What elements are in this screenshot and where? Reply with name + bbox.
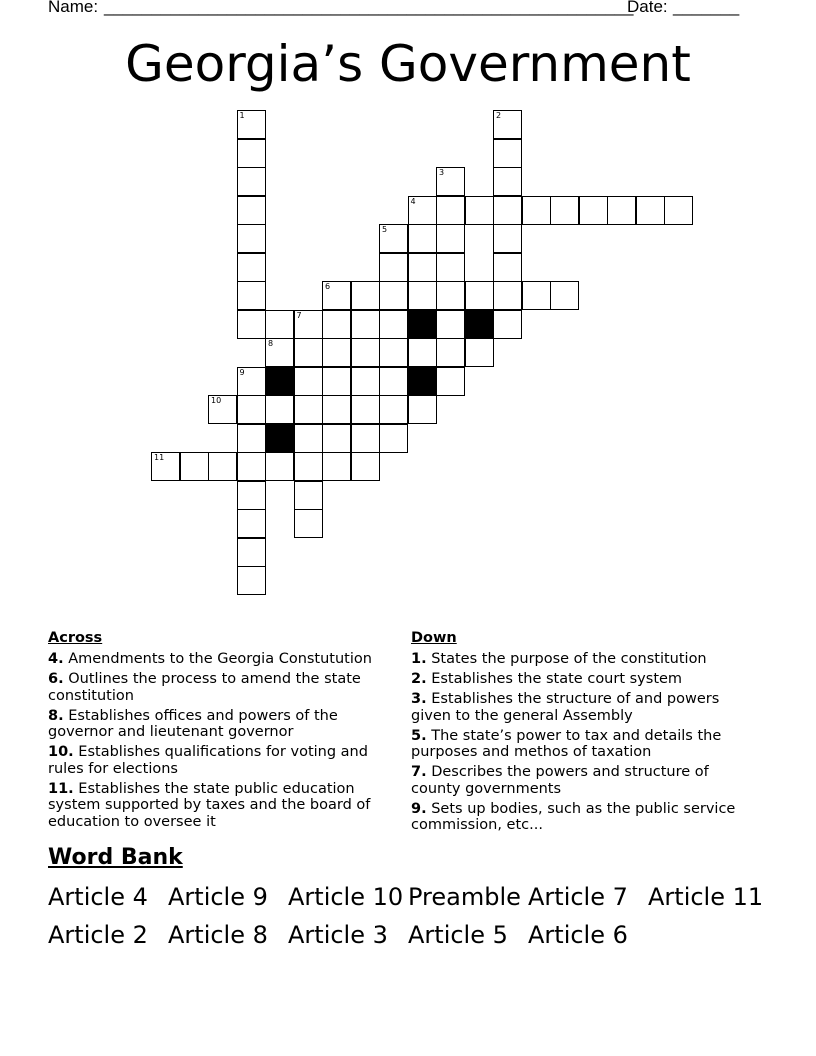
crossword-cell[interactable] [408,253,437,282]
crossword-cell[interactable] [493,224,522,253]
clue-number: 2. [411,671,427,687]
crossword-cell[interactable] [465,338,494,367]
crossword-cell[interactable] [322,367,351,396]
clue-across-11 [48,781,393,831]
clue-text: Amendments to the Georgia Constutution [63,651,372,667]
clue-number-label: 8 [268,339,274,348]
clue-number-label: 9 [239,367,245,377]
crossword-cell[interactable] [493,310,522,339]
date-blank[interactable]: _______ [673,0,740,16]
clue-across-10 [48,744,393,777]
crossword-cell[interactable] [379,338,408,367]
crossword-cell[interactable] [237,367,266,396]
date-label: Date: [627,0,668,16]
down-heading: Down [411,630,457,646]
word-bank-title: Word Bank [48,845,183,870]
clue-number-label: 2 [496,111,502,120]
crossword-block [265,424,294,453]
clue-number-label: 6 [325,282,331,291]
clue-number-label: 1 [239,111,245,120]
crossword-cell[interactable] [436,196,465,225]
crossword-cell[interactable] [294,310,323,339]
clue-text: Establishes the state court system [426,671,683,687]
clue-text: Establishes qualifications for voting and rules for elections [48,744,368,777]
crossword-cell[interactable] [379,367,408,396]
clue-number: 3. [411,691,427,707]
crossword-cell[interactable] [493,196,522,225]
crossword-cell[interactable] [550,281,579,310]
clue-text: Outlines the process to amend the state constitution [48,671,361,704]
crossword-cell[interactable] [237,310,266,339]
crossword-cell[interactable] [465,196,494,225]
crossword-cell[interactable] [493,281,522,310]
word-bank-item: Article 5 [408,921,508,949]
crossword-cell[interactable] [351,452,380,481]
crossword-cell[interactable] [493,253,522,282]
word-bank-item: Article 2 [48,921,148,949]
clue-down-1 [411,651,756,668]
crossword-cell[interactable] [436,281,465,310]
clue-text: Sets up bodies, such as the public service commission, etc... [411,800,736,833]
crossword-cell[interactable] [351,310,380,339]
crossword-cell[interactable] [294,509,323,538]
word-bank-item: Article 10 [288,883,404,911]
crossword-cell[interactable] [265,310,294,339]
crossword-cell[interactable] [465,281,494,310]
crossword-block [408,310,437,339]
clue-across-4 [48,651,393,668]
crossword-cell[interactable] [436,253,465,282]
crossword-cell[interactable] [351,281,380,310]
crossword-block [465,310,494,339]
clue-down-5 [411,728,756,761]
crossword-cell[interactable] [493,139,522,168]
crossword-cell[interactable] [237,253,266,282]
crossword-cell[interactable] [237,196,266,225]
word-bank-item: Article 11 [648,883,764,911]
crossword-cell[interactable] [322,395,351,424]
clue-down-3 [411,691,756,724]
clue-text: Establishes the state public education system supported by taxes and the board of education to oversee it [48,780,371,830]
crossword-cell[interactable] [237,281,266,310]
crossword-cell[interactable] [379,424,408,453]
word-bank-item: Article 4 [48,883,148,911]
crossword-cell[interactable] [237,452,266,481]
crossword-cell[interactable] [408,224,437,253]
crossword-cell[interactable] [408,281,437,310]
crossword-block [408,367,437,396]
crossword-cell[interactable] [436,367,465,396]
crossword-cell[interactable] [151,452,180,481]
crossword-cell[interactable] [408,395,437,424]
crossword-cell[interactable] [237,139,266,168]
crossword-cell[interactable] [636,196,665,225]
clue-down-7 [411,764,756,797]
clue-number: 1. [411,651,427,667]
crossword-cell[interactable] [237,509,266,538]
across-clue-list [48,651,393,834]
across-heading: Across [48,630,103,646]
clue-number-label: 11 [154,453,165,462]
crossword-cell[interactable] [294,481,323,510]
crossword-cell[interactable] [237,566,266,595]
crossword-cell[interactable] [237,110,266,139]
word-bank-item: Article 8 [168,921,268,949]
crossword-cell[interactable] [664,196,693,225]
crossword-cell[interactable] [607,196,636,225]
clue-number: 6. [48,671,64,687]
crossword-cell[interactable] [265,452,294,481]
crossword-cell[interactable] [237,424,266,453]
clue-number-label: 10 [211,396,222,405]
crossword-cell[interactable] [436,338,465,367]
crossword-cell[interactable] [237,224,266,253]
crossword-cell[interactable] [294,338,323,367]
clue-number-label: 3 [439,168,445,177]
crossword-cell[interactable] [379,281,408,310]
clue-text: Establishes offices and powers of the governor and lieutenant governor [48,707,338,740]
clue-text: Describes the powers and structure of county governments [411,764,709,797]
crossword-cell[interactable] [322,310,351,339]
clue-across-6 [48,671,393,704]
down-clue-list [411,651,756,837]
crossword-cell[interactable] [322,338,351,367]
crossword-cell[interactable] [408,338,437,367]
clue-across-8 [48,708,393,741]
crossword-cell[interactable] [379,395,408,424]
crossword-cell[interactable] [379,224,408,253]
crossword-cell[interactable] [351,395,380,424]
crossword-cell[interactable] [493,167,522,196]
name-blank[interactable]: ________________________________________________________ [104,0,634,16]
crossword-cell[interactable] [579,196,608,225]
word-bank-row [48,921,648,949]
clue-number: 11. [48,780,74,797]
crossword-block [265,367,294,396]
clue-number: 5. [411,727,427,744]
crossword-cell[interactable] [379,253,408,282]
page-title: Georgia’s Government [125,35,691,93]
clue-text: The state’s power to tax and details the purposes and methos of taxation [411,727,722,760]
crossword-cell[interactable] [208,395,237,424]
clue-number: 8. [48,707,64,724]
clue-number: 7. [411,764,427,780]
crossword-cell[interactable] [351,367,380,396]
word-bank-item: Article 6 [528,921,628,949]
crossword-cell[interactable] [265,338,294,367]
crossword-cell[interactable] [408,196,437,225]
crossword-cell[interactable] [322,452,351,481]
clue-text: Establishes the structure of and powers given to the general Assembly [411,691,720,724]
word-bank-item: Article 7 [528,883,628,911]
clue-number: 9. [411,800,427,817]
clue-number-label: 5 [382,225,388,234]
crossword-cell[interactable] [522,196,551,225]
crossword-cell[interactable] [294,367,323,396]
crossword-cell[interactable] [237,538,266,567]
crossword-cell[interactable] [208,452,237,481]
clue-number: 10. [48,744,74,760]
crossword-cell[interactable] [436,224,465,253]
crossword-cell[interactable] [322,281,351,310]
crossword-cell[interactable] [436,310,465,339]
word-bank-item: Article 3 [288,921,388,949]
crossword-cell[interactable] [294,395,323,424]
clue-number: 4. [48,651,64,667]
crossword-cell[interactable] [237,481,266,510]
crossword-cell[interactable] [379,310,408,339]
clue-number-label: 4 [410,196,416,206]
crossword-cell[interactable] [550,196,579,225]
crossword-cell[interactable] [522,281,551,310]
crossword-cell[interactable] [294,424,323,453]
crossword-cell[interactable] [322,424,351,453]
crossword-cell[interactable] [436,167,465,196]
crossword-cell[interactable] [351,338,380,367]
clue-down-9 [411,801,756,834]
clue-number-label: 7 [296,310,302,320]
crossword-cell[interactable] [493,110,522,139]
word-bank-item: Preamble [408,883,521,911]
word-bank-item: Article 9 [168,883,268,911]
clue-down-2 [411,671,756,688]
crossword-cell[interactable] [294,452,323,481]
crossword-cell[interactable] [237,395,266,424]
name-label: Name: [48,0,99,16]
crossword-cell[interactable] [180,452,209,481]
crossword-cell[interactable] [265,395,294,424]
clue-text: States the purpose of the constitution [426,651,707,667]
crossword-cell[interactable] [351,424,380,453]
crossword-cell[interactable] [237,167,266,196]
word-bank-row [48,883,768,911]
